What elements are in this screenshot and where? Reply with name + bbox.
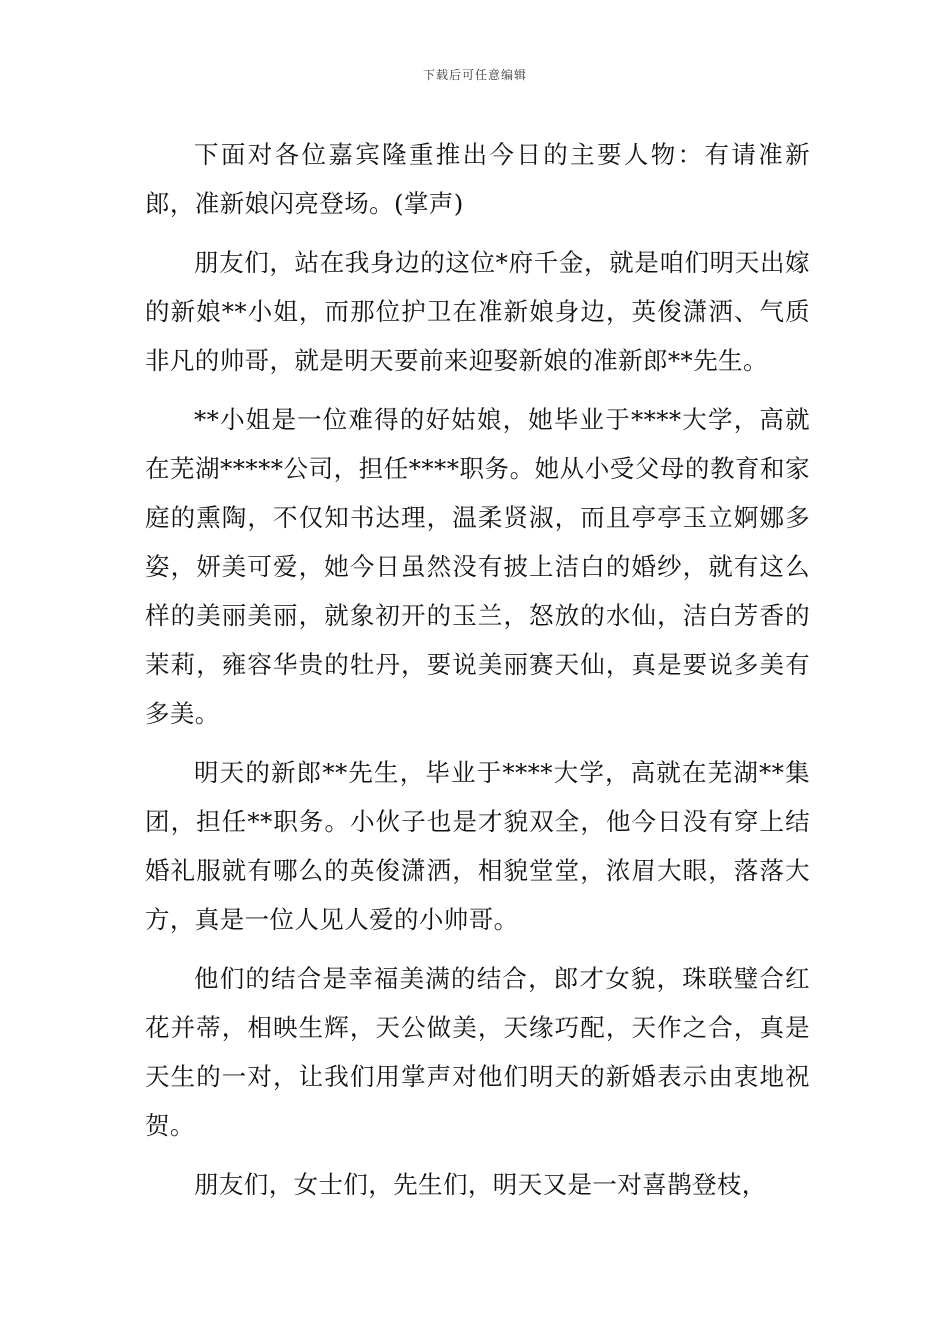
paragraph-introduce-couple: 朋友们，站在我身边的这位*府千金，就是咱们明天出嫁的新娘**小姐，而那位护卫在准新娘身边，英俊潇洒、气质非凡的帅哥，就是明天要前来迎娶新娘的准新郎**先生。 <box>145 248 810 375</box>
page-header: 下载后可任意编辑 <box>422 68 527 82</box>
paragraph-bride: **小姐是一位难得的好姑娘，她毕业于****大学，高就在芜湖*****公司，担任****职务。她从小受父母的教育和家庭的熏陶，不仅知书达理，温柔贤淑，而且亭亭玉立婀娜多姿，妍美可爱，她今日虽然没有披上洁白的婚纱，就有这么样的美丽美丽，就象初开的玉兰，怒放的水仙，洁白芳香的茉莉，雍容华贵的牡丹，要说美丽赛天仙，真是要说多美有多美。 <box>145 405 810 728</box>
paragraph-intro: 下面对各位嘉宾隆重推出今日的主要人物：有请准新郎，准新娘闪亮登场。(掌声) <box>145 140 810 218</box>
paragraph-groom: 明天的新郎**先生，毕业于****大学，高就在芜湖**集团，担任**职务。小伙子也是才貌双全，他今日没有穿上结婚礼服就有哪么的英俊潇洒，相貌堂堂，浓眉大眼，落落大方，真是一位人见人爱的小帅哥。 <box>145 758 810 934</box>
paragraph-union: 他们的结合是幸福美满的结合，郎才女貌，珠联璧合红花并蒂，相映生辉，天公做美，天缘巧配，天作之合，真是天生的一对，让我们用掌声对他们明天的新婚表示由衷地祝贺。 <box>145 964 810 1140</box>
document-body <box>145 130 810 1219</box>
paragraph-closing: 朋友们，女士们，先生们，明天又是一对喜鹊登枝， <box>194 1170 767 1199</box>
